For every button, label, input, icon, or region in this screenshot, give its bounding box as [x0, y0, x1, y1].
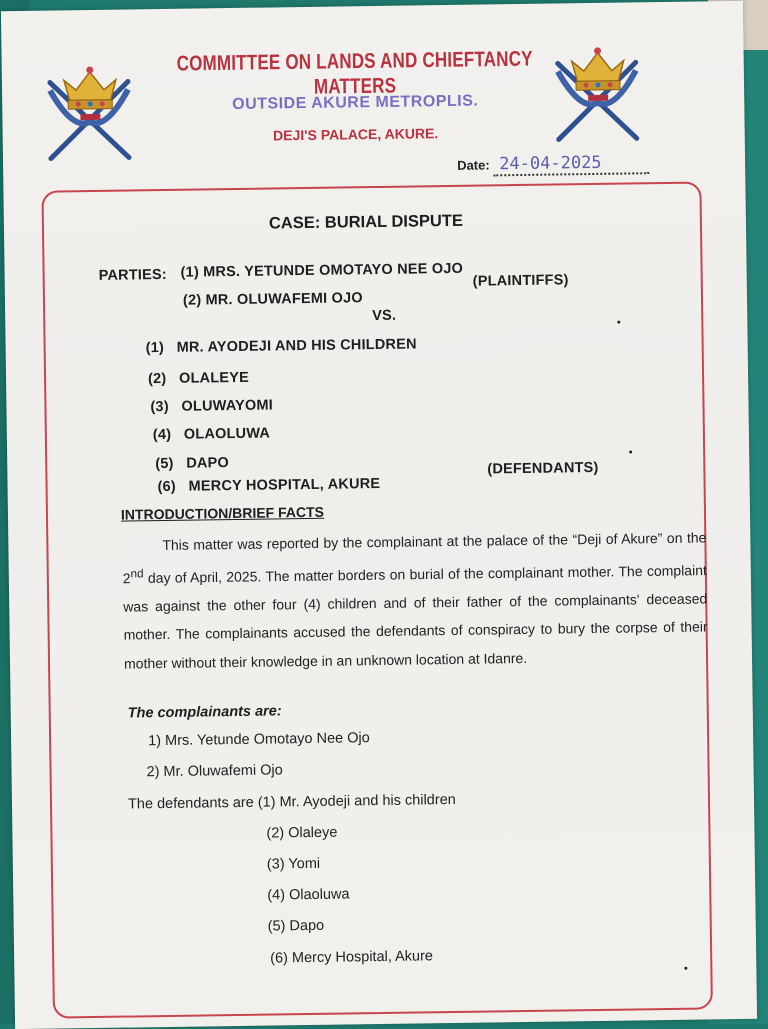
section-heading: INTRODUCTION/BRIEF FACTS	[120, 503, 325, 523]
defendant-number: (4)	[152, 426, 172, 444]
paper-speck	[617, 321, 620, 324]
paragraph-text-2: day of April, 2025. The matter borders on burial of the complainant mother. The complaint was against the other four (4) children and of their father of the complainants' deceased mother. The complainants accused the defendants of conspiracy to bury the corpse of their mother without their knowledge in an unknown location at Idanre.	[123, 561, 708, 672]
defendant-number: (2)	[147, 370, 167, 388]
defendant-number: (6)	[157, 478, 177, 496]
complainants-heading: The complainants are:	[127, 703, 282, 722]
palace-line: DEJI'S PALACE, AKURE.	[273, 125, 439, 144]
defendant-item: (4) Olaoluwa	[267, 886, 350, 904]
defendants-intro: The defendants are (1) Mr. Ayodeji and his children	[127, 791, 456, 813]
defendant-row	[157, 476, 380, 495]
defendant-name: DAPO	[186, 455, 230, 472]
location-line: OUTSIDE AKURE METROPLIS.	[232, 92, 479, 114]
case-title: CASE: BURIAL DISPUTE	[268, 211, 464, 233]
versus-label: VS.	[372, 307, 397, 325]
brief-facts-paragraph	[122, 523, 708, 677]
crown-crest-icon	[41, 49, 138, 165]
defendant-item: (3) Yomi	[266, 855, 321, 873]
complainant-item: 2) Mr. Oluwafemi Ojo	[146, 762, 283, 781]
date-label: Date:	[457, 157, 490, 173]
date-field	[457, 152, 649, 177]
defendant-name: MERCY HOSPITAL, AKURE	[188, 475, 381, 495]
defendant-number: (3)	[150, 398, 169, 416]
defendant-row	[150, 397, 273, 415]
defendant-name: OLAOLUWA	[183, 425, 271, 443]
date-value: 24-04-2025	[493, 152, 649, 176]
complainant-item: 1) Mrs. Yetunde Omotayo Nee Ojo	[148, 730, 370, 750]
defendant-item: (5) Dapo	[267, 917, 325, 935]
paper-speck	[684, 967, 687, 970]
defendant-name: OLALEYE	[178, 369, 250, 387]
defendant-number: (5)	[155, 455, 174, 473]
defendant-item: (2) Olaleye	[266, 824, 338, 842]
defendant-name: OLUWAYOMI	[181, 397, 274, 415]
plaintiff-2: (2) MR. OLUWAFEMI OJO	[182, 290, 363, 309]
defendant-item: (6) Mercy Hospital, Akure	[270, 948, 434, 967]
defendants-tag: (DEFENDANTS)	[487, 459, 599, 478]
plaintiffs-tag: (PLAINTIFFS)	[472, 272, 569, 290]
committee-title: COMMITTEE ON LANDS AND CHIEFTANCY MATTERS	[176, 46, 533, 99]
parties-label: PARTIES:	[98, 266, 167, 284]
defendant-name: MR. AYODEJI AND HIS CHILDREN	[176, 336, 417, 356]
defendant-row	[155, 455, 229, 472]
defendant-number: (1)	[145, 339, 165, 357]
paper-speck	[629, 450, 632, 453]
paragraph-text-1: This matter was reported by the complainant at the palace of the “Deji of Akure” on the 2	[122, 529, 707, 586]
defendant-row	[148, 370, 249, 387]
document-page	[1, 1, 757, 1029]
ordinal-suffix: nd	[130, 566, 144, 580]
defendant-row	[153, 426, 270, 444]
plaintiff-1: (1) MRS. YETUNDE OMOTAYO NEE OJO	[180, 260, 464, 281]
